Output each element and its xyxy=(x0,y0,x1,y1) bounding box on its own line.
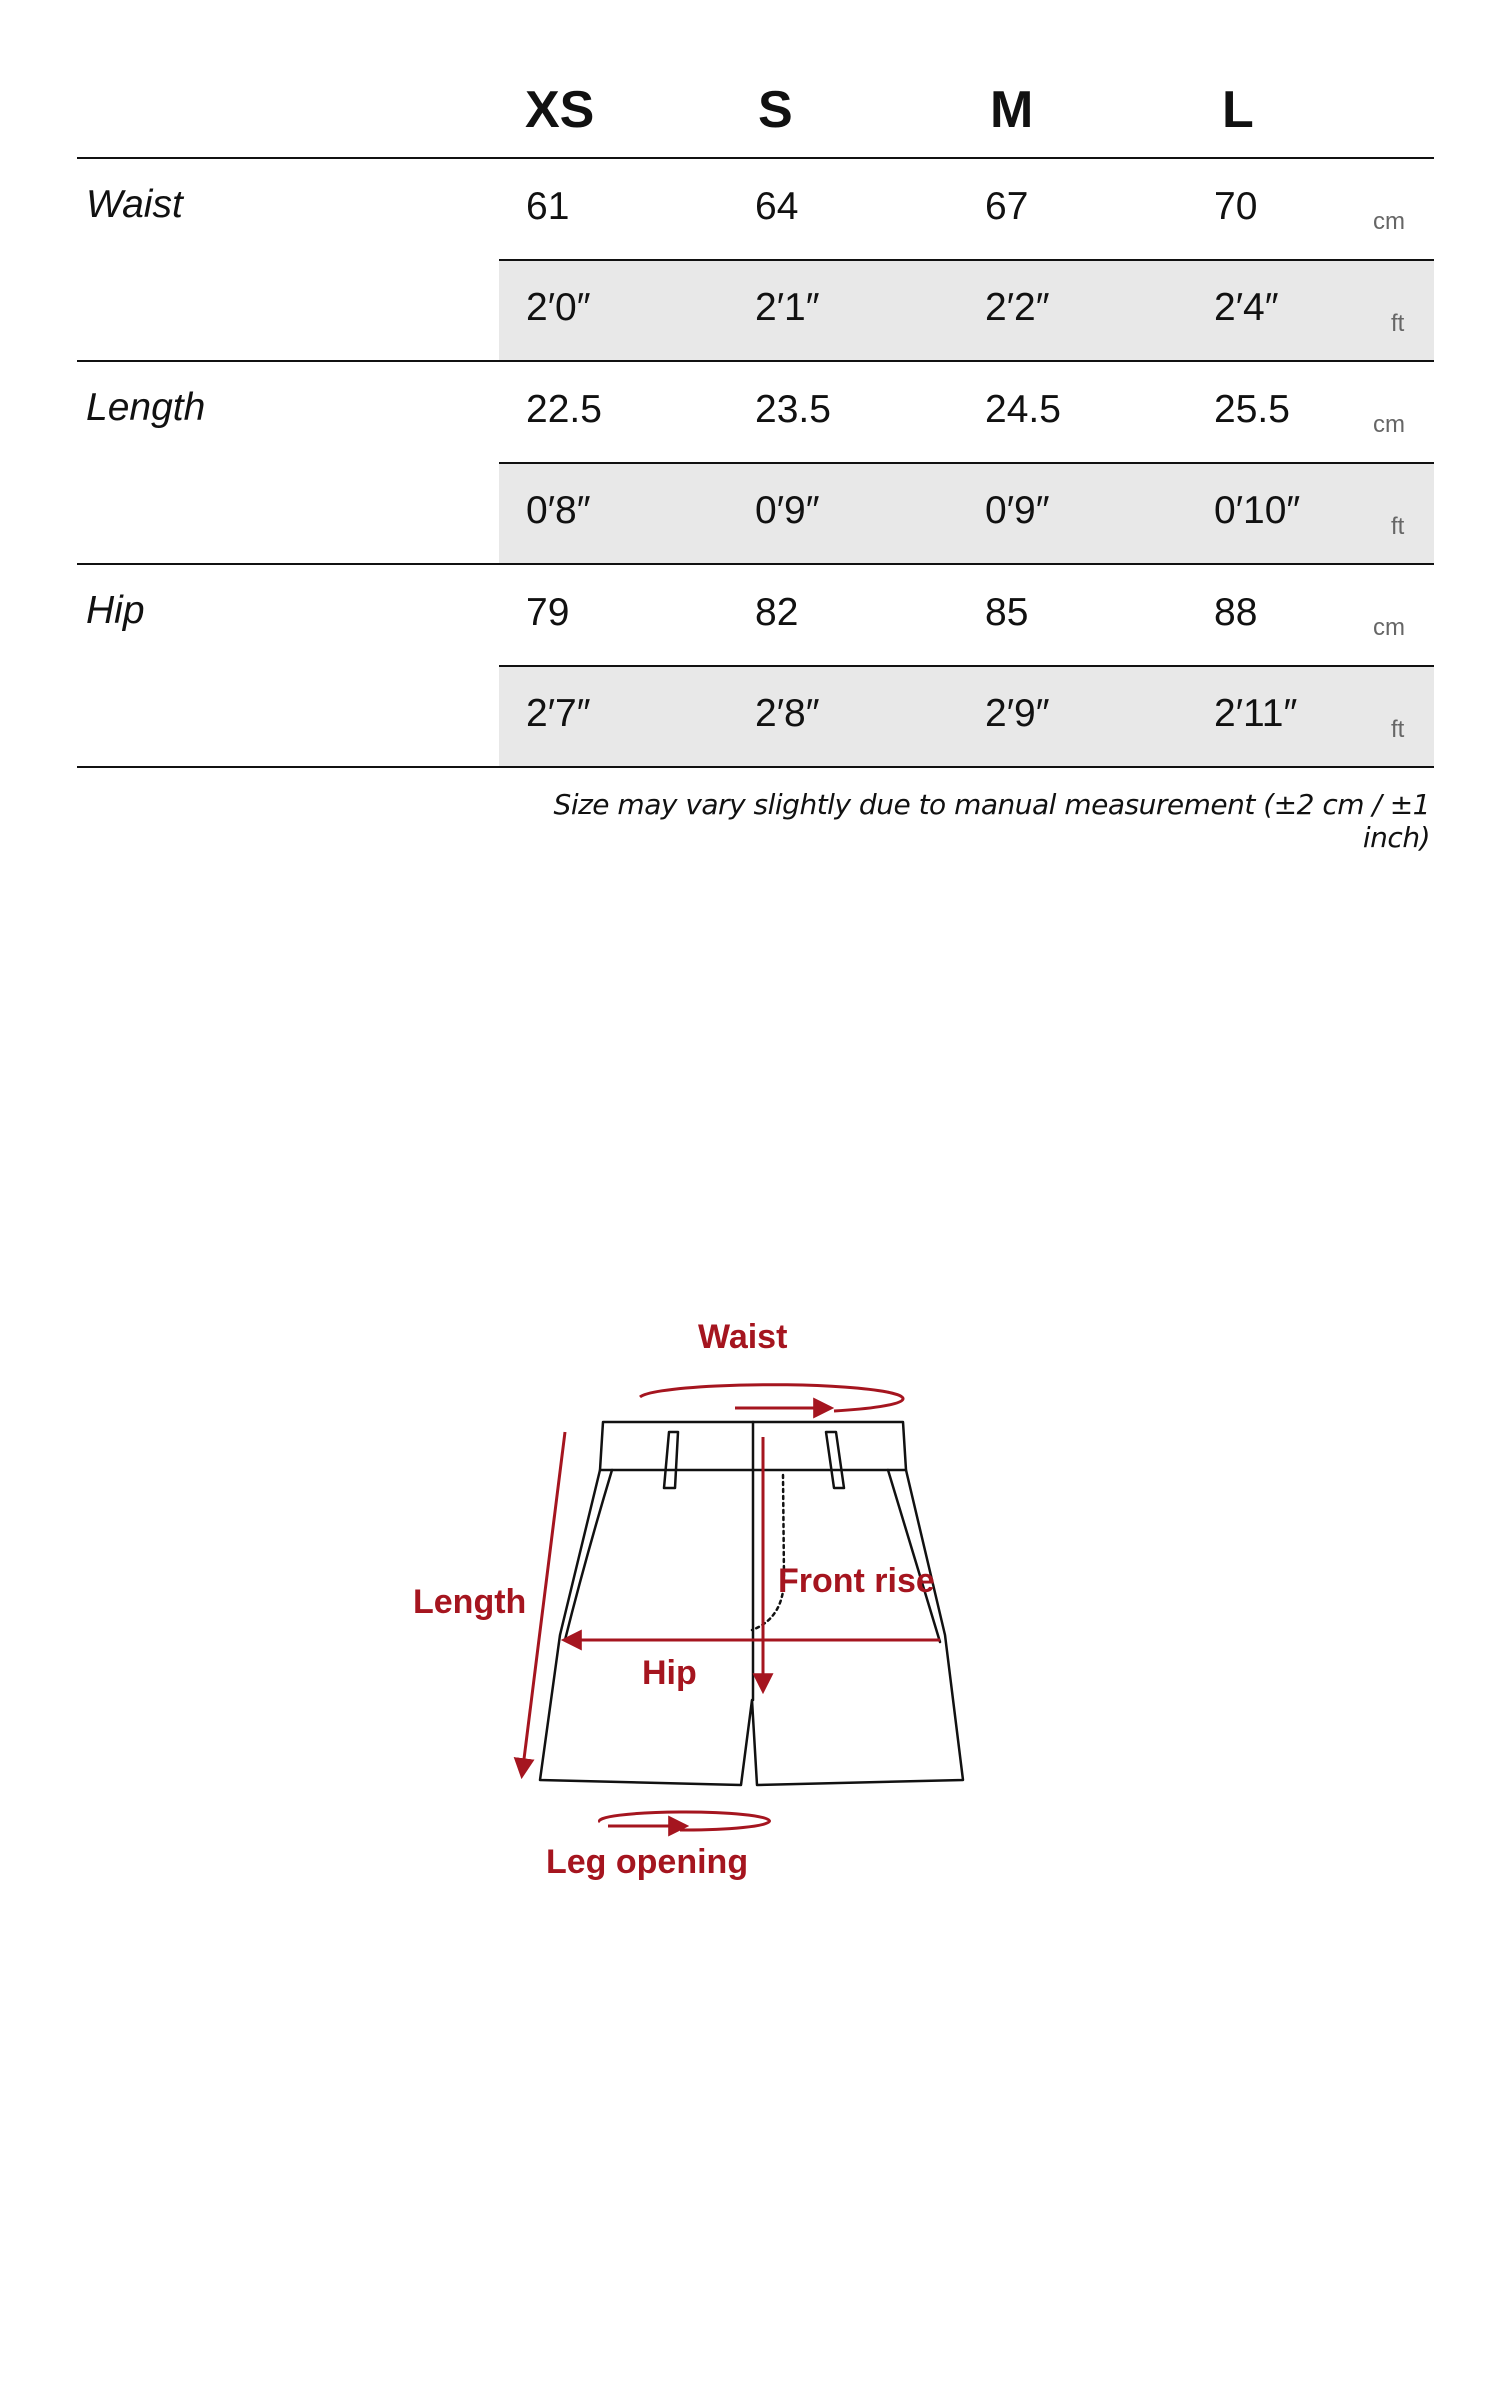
length-ft-l: 0′10″ xyxy=(1214,489,1301,532)
length-cm-l: 25.5 xyxy=(1214,388,1290,431)
hip-ft-unit: ft xyxy=(1391,716,1405,743)
length-cm-xs: 22.5 xyxy=(526,388,602,431)
diagram-label-waist: Waist xyxy=(698,1318,788,1356)
waist-cm-m: 67 xyxy=(985,185,1029,228)
hip-inner-divider xyxy=(499,665,1434,667)
length-ft-m: 0′9″ xyxy=(985,489,1050,532)
length-divider xyxy=(77,563,1434,565)
hip-ft-l: 2′11″ xyxy=(1214,692,1298,735)
waist-ft-m: 2′2″ xyxy=(985,286,1050,329)
waist-inner-divider xyxy=(499,259,1434,261)
hip-ft-xs: 2′7″ xyxy=(526,692,591,735)
hip-cm-m: 85 xyxy=(985,591,1029,634)
waist-ft-row-bg xyxy=(499,260,1434,360)
length-inner-divider xyxy=(499,462,1434,464)
waist-cm-xs: 61 xyxy=(526,185,570,228)
waist-ft-s: 2′1″ xyxy=(755,286,820,329)
row-label-length: Length xyxy=(86,386,206,429)
length-ft-unit: ft xyxy=(1391,513,1405,540)
hip-ft-s: 2′8″ xyxy=(755,692,820,735)
hip-cm-xs: 79 xyxy=(526,591,570,634)
measurement-note: Size may vary slightly due to manual measurement (±2 cm / ±1 inch) xyxy=(553,788,1430,854)
measurement-arrows xyxy=(522,1385,940,1830)
waist-divider xyxy=(77,360,1434,362)
length-cm-m: 24.5 xyxy=(985,388,1061,431)
hip-cm-s: 82 xyxy=(755,591,799,634)
waist-cm-unit: cm xyxy=(1373,208,1405,235)
size-header-s: S xyxy=(758,81,793,139)
diagram-label-leg-opening: Leg opening xyxy=(546,1843,749,1881)
size-header-l: L xyxy=(1222,81,1254,139)
shorts-diagram xyxy=(0,1300,1500,1950)
hip-ft-m: 2′9″ xyxy=(985,692,1050,735)
size-header-xs: XS xyxy=(525,81,595,139)
waist-ft-unit: ft xyxy=(1391,310,1405,337)
length-ft-xs: 0′8″ xyxy=(526,489,591,532)
waist-ft-xs: 2′0″ xyxy=(526,286,591,329)
size-header-m: M xyxy=(990,81,1034,139)
row-label-waist: Waist xyxy=(86,183,183,226)
waist-ft-l: 2′4″ xyxy=(1214,286,1279,329)
table-bottom-divider xyxy=(77,766,1434,768)
hip-cm-unit: cm xyxy=(1373,614,1405,641)
length-ft-s: 0′9″ xyxy=(755,489,820,532)
diagram-label-front-rise: Front rise xyxy=(778,1562,935,1600)
shorts-outline-icon xyxy=(540,1422,963,1785)
waist-cm-s: 64 xyxy=(755,185,799,228)
length-cm-unit: cm xyxy=(1373,411,1405,438)
diagram-label-length: Length xyxy=(413,1583,527,1621)
waist-cm-l: 70 xyxy=(1214,185,1258,228)
diagram-label-hip: Hip xyxy=(642,1654,697,1692)
length-cm-s: 23.5 xyxy=(755,388,831,431)
row-label-hip: Hip xyxy=(86,589,145,632)
header-divider xyxy=(77,157,1434,159)
hip-cm-l: 88 xyxy=(1214,591,1258,634)
